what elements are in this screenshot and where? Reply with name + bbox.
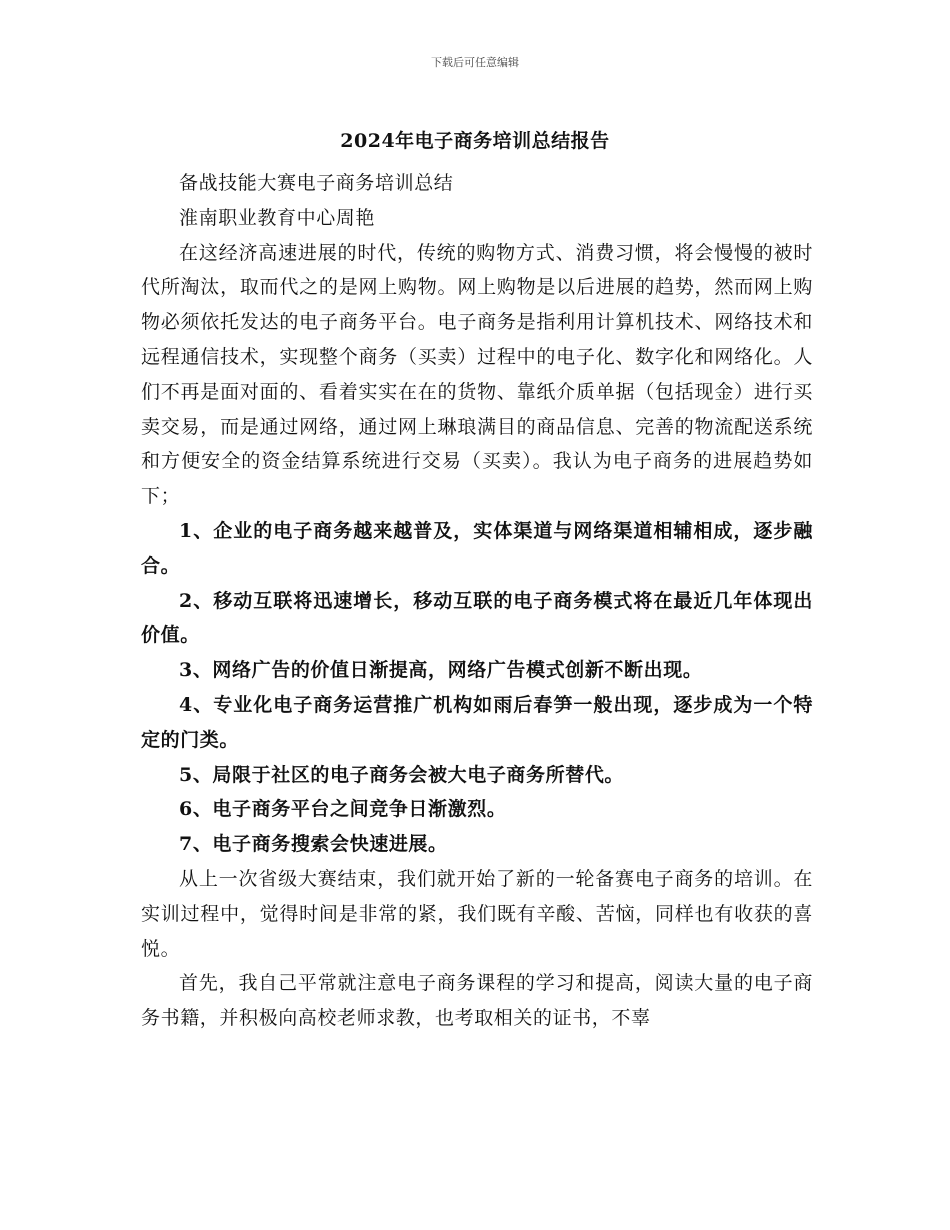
trend-item-5: 5、局限于社区的电子商务会被大电子商务所替代。 bbox=[179, 763, 625, 786]
document-title: 2024年电子商务培训总结报告 bbox=[340, 130, 610, 152]
trend-item-4: 4、专业化电子商务运营推广机构如雨后春笋一般出现，逐步成为一个特定的门类。 bbox=[141, 693, 813, 751]
training-paragraph: 从上一次省级大赛结束，我们就开始了新的一轮备赛电子商务的培训。在实训过程中，觉得时间是非常的紧，我们既有辛酸、苦恼，同样也有收获的喜悦。 bbox=[141, 867, 813, 960]
trend-item-6: 6、电子商务平台之间竞争日渐激烈。 bbox=[179, 798, 507, 821]
trend-item-2: 2、移动互联将迅速增长，移动互联的电子商务模式将在最近几年体现出价值。 bbox=[141, 589, 813, 647]
trend-item-1: 1、企业的电子商务越来越普及，实体渠道与网络渠道相辅相成，逐步融合。 bbox=[141, 519, 813, 577]
document-subtitle: 备战技能大赛电子商务培训总结 bbox=[179, 172, 454, 194]
document-author: 淮南职业教育中心周艳 bbox=[179, 206, 376, 229]
document-body bbox=[141, 166, 813, 1036]
trend-item-7: 7、电子商务搜索会快速进展。 bbox=[179, 833, 448, 856]
self-study-paragraph: 首先，我自己平常就注意电子商务课程的学习和提高，阅读大量的电子商务书籍，并积极向高校老师求教，也考取相关的证书，不辜 bbox=[141, 972, 813, 1030]
intro-paragraph: 在这经济高速进展的时代，传统的购物方式、消费习惯，将会慢慢的被时代所淘汰，取而代之的是网上购物。网上购物是以后进展的趋势，然而网上购物必须依托发达的电子商务平台。电子商务是指利用计算机技术、网络技术和远程通信技术，实现整个商务（买卖）过程中的电子化、数字化和网络化。人们不再是面对面的、看着实实在在的货物、靠纸介质单据（包括现金）进行买卖交易，而是通过网络，通过网上琳琅满目的商品信息、完善的物流配送系统和方便安全的资金结算系统进行交易（买卖）。我认为电子商务的进展趋势如下； bbox=[141, 241, 813, 508]
page-header-note: 下载后可任意编辑 bbox=[431, 56, 519, 69]
trend-item-3: 3、网络广告的价值日渐提高，网络广告模式创新不断出现。 bbox=[179, 659, 703, 682]
